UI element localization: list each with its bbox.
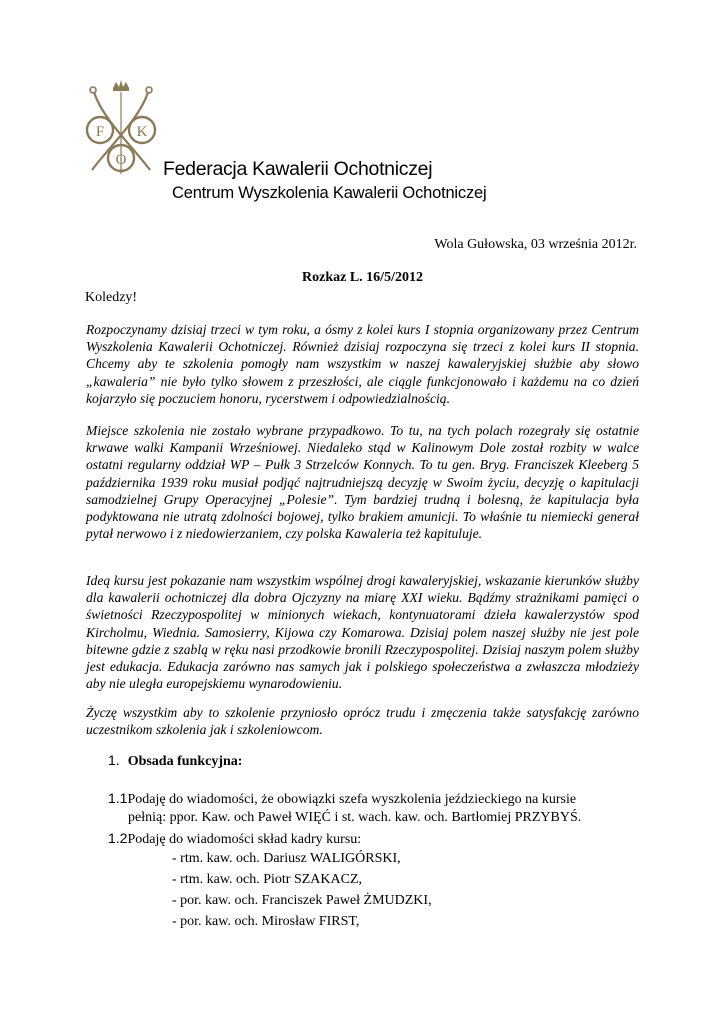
- organization-subtitle: Centrum Wyszkolenia Kawalerii Ochotniczej: [172, 184, 487, 202]
- paragraph-wishes: Życzę wszystkim aby to szkolenie przyniosło oprócz trudu i zmęczenia także satysfakcję zarówno uczestnikom szkolenia jak i szkoleniowcom.: [86, 705, 639, 738]
- staff-list-item: - rtm. kaw. och. Dariusz WALIGÓRSKI,: [172, 851, 401, 866]
- section-1-2: [108, 830, 361, 848]
- section-1-1: [108, 790, 576, 808]
- section-1-1-line2: pełnią: ppor. Kaw. och Paweł WIĘĆ i st. wach. kaw. och. Bartłomiej PRZYBYŚ.: [128, 810, 582, 825]
- staff-list-item: - por. kaw. och. Franciszek Paweł ŻMUDZKI,: [172, 893, 432, 908]
- section-1-title: Obsada funkcyjna:: [127, 754, 243, 769]
- paragraph-course-idea: Ideą kursu jest pokazanie nam wszystkim wspólnej drogi kawaleryjskiej, wskazanie kierunków służby dla kawalerii ochotniczej dla dobra Ojczyzny na miarę XXI wieku. Bądźmy strażnikami pamięci o świetności Rzeczypospolitej w minionych wiekach, kontynuatorami dzieła kawalerzystów spod Kircholmu, Wiednia. Samosierry, Kijowa czy Komarowa. Dzisiaj polem naszej służby nie jest pole bitewne gdzie z szablą w ręku nasi przodkowie bronili Rzeczypospolitej. Dzisiaj naszym polem służby jest edukacja. Edukacja zarówno nas samych jak i polskiego społeczeństwa a zwłaszcza młodzieży aby nie uległa europejskiemu wynarodowieniu.: [86, 573, 639, 692]
- greeting: Koledzy!: [85, 290, 138, 305]
- logo-letter-f: F: [95, 124, 105, 140]
- section-1-2-text: Podaję do wiadomości skład kadry kursu:: [127, 832, 362, 847]
- staff-list-item: - por. kaw. och. Mirosław FIRST,: [172, 914, 360, 929]
- logo-letter-o: O: [115, 152, 127, 168]
- section-1-1-line1: Podaję do wiadomości, że obowiązki szefa wyszkolenia jeździeckiego na kursie: [127, 792, 577, 807]
- place-and-date: Wola Gułowska, 03 września 2012r.: [434, 237, 637, 252]
- section-1-1-number: 1.1: [108, 790, 128, 806]
- section-1-2-number: 1.2: [108, 830, 128, 846]
- section-1-heading: [108, 752, 242, 770]
- paragraph-intro: Rozpoczynamy dzisiaj trzeci w tym roku, a ósmy z kolei kurs I stopnia organizowany przez Centrum Wyszkolenia Kawalerii Ochotniczej. Również dzisiaj rozpoczyna się trzeci z kolei kurs II stopnia. Chcemy aby te szkolenia pomogły nam wszystkim w naszej kawaleryjskiej służbie aby słowo „kawaleria” nie było tylko słowem z przeszłości, ale ciągle funkcjonowało i każdemu na co dzień kojarzyło się poczuciem honoru, rycerstwem i odpowiedzialnością.: [86, 322, 639, 406]
- paragraph-location: Miejsce szkolenia nie zostało wybrane przypadkowo. To tu, na tych polach rozegrały się ostatnie krwawe walki Kampanii Wrześniowej. Niedaleko stąd w Kalinowym Dole został rozbity w walce ostatni regularny oddział WP – Pułk 3 Strzelców Konnych. To tu gen. Bryg. Franciszek Kleeberg 5 października 1939 roku musiał podjąć najtrudniejszą decyzję w Swoim życiu, decyzję o kapitulacji samodzielnej Grupy Operacyjnej „Polesie”. Tym bardziej trudną i bolesną, że kapitulacja była podyktowana nie utratą zdolności bojowej, tylko brakiem amunicji. To właśnie tu niemiecki generał pytał nerwowo i z niedowierzaniem, czy polska Kawaleria też kapituluje.: [86, 423, 639, 542]
- logo-letter-k: K: [136, 124, 148, 140]
- order-number: Rozkaz L. 16/5/2012: [302, 270, 423, 285]
- organization-title: Federacja Kawalerii Ochotniczej: [163, 158, 433, 180]
- federation-emblem-logo: [80, 78, 162, 178]
- section-1-number: 1.: [108, 752, 120, 768]
- staff-list-item: - rtm. kaw. och. Piotr SZAKACZ,: [172, 872, 363, 887]
